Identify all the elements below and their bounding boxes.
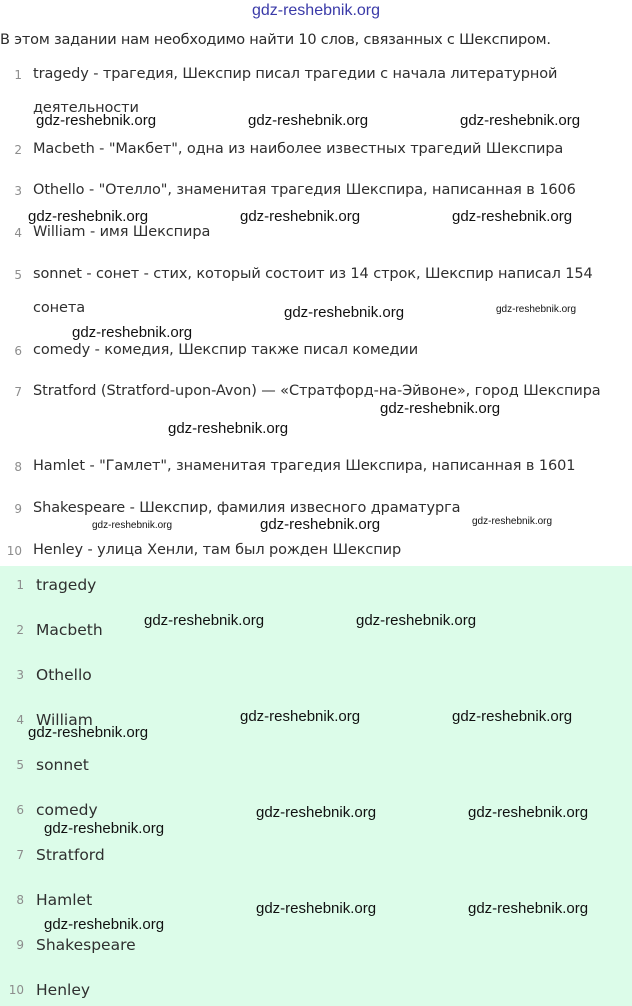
header-watermark: gdz-reshebnik.org [251, 2, 381, 19]
answer-word: sonnet [36, 756, 89, 774]
answer-word: Othello [36, 666, 92, 684]
watermark: gdz-reshebnik.org [284, 304, 405, 321]
answer-word: comedy [36, 801, 98, 819]
answer-word: Shakespeare [36, 936, 136, 954]
watermark: gdz-reshebnik.org [256, 900, 377, 917]
watermark: gdz-reshebnik.org [72, 324, 193, 341]
watermark: gdz-reshebnik.org [36, 112, 157, 129]
answer-number: 8 [16, 893, 24, 907]
watermark: gdz-reshebnik.org [92, 520, 173, 531]
item-number: 6 [14, 344, 22, 358]
item-text: comedy - комедия, Шекспир также писал комедии [33, 342, 419, 358]
item-number: 9 [14, 502, 22, 516]
watermark: gdz-reshebnik.org [496, 304, 577, 315]
item-number: 2 [14, 143, 22, 157]
watermark: gdz-reshebnik.org [472, 516, 553, 527]
answer-number: 6 [16, 803, 24, 817]
watermark: gdz-reshebnik.org [240, 208, 361, 225]
answer-word: William [36, 711, 93, 729]
answer-word: Stratford [36, 846, 105, 864]
item-text: sonnet - сонет - стих, который состоит из 14 строк, Шекспир написал 154 сонета [33, 266, 593, 316]
answer-word: tragedy [36, 576, 97, 594]
watermark: gdz-reshebnik.org [468, 900, 589, 917]
intro-text: В этом задании нам необходимо найти 10 слов, связанных с Шекспиром. [0, 32, 551, 48]
item-number: 4 [14, 226, 22, 240]
watermark: gdz-reshebnik.org [44, 916, 165, 933]
answer-word: Hamlet [36, 891, 93, 909]
item-number: 10 [6, 544, 22, 558]
watermark: gdz-reshebnik.org [28, 724, 149, 741]
item-text: Hamlet - "Гамлет", знаменитая трагедия Шекспира, написанная в 1601 [33, 458, 576, 474]
item-number: 5 [14, 268, 22, 282]
item-text: tragedy - трагедия, Шекспир писал трагедии с начала литературной деятельности [33, 66, 558, 116]
watermark: gdz-reshebnik.org [28, 208, 149, 225]
watermark: gdz-reshebnik.org [248, 112, 369, 129]
answer-word: Henley [36, 981, 91, 999]
item-text: Shakespeare - Шекспир, фамилия извесного драматурга [33, 500, 461, 516]
watermark: gdz-reshebnik.org [452, 708, 573, 725]
watermark: gdz-reshebnik.org [240, 708, 361, 725]
answer-number: 10 [8, 983, 24, 997]
item-text: Henley - улица Хенли, там был рожден Шекспир [33, 542, 402, 558]
answer-number: 9 [16, 938, 24, 952]
answer-number: 5 [16, 758, 24, 772]
item-number: 8 [14, 460, 22, 474]
watermark: gdz-reshebnik.org [144, 612, 265, 629]
item-text: William - имя Шекспира [33, 224, 211, 240]
watermark: gdz-reshebnik.org [468, 804, 589, 821]
watermark: gdz-reshebnik.org [452, 208, 573, 225]
answer-number: 2 [16, 623, 24, 637]
item-number: 7 [14, 385, 22, 399]
watermark: gdz-reshebnik.org [256, 804, 377, 821]
watermark: gdz-reshebnik.org [380, 400, 501, 417]
answer-word: Macbeth [36, 621, 103, 639]
watermark: gdz-reshebnik.org [168, 420, 289, 437]
item-text: Othello - "Отелло", знаменитая трагедия Шекспира, написанная в 1606 [33, 182, 576, 198]
watermark: gdz-reshebnik.org [356, 612, 477, 629]
watermark: gdz-reshebnik.org [260, 516, 381, 533]
answer-block [0, 566, 632, 1006]
watermark: gdz-reshebnik.org [460, 112, 581, 129]
answer-number: 7 [16, 848, 24, 862]
watermark: gdz-reshebnik.org [44, 820, 165, 837]
item-number: 3 [14, 184, 22, 198]
item-text: Stratford (Stratford-upon-Avon) — «Стратфорд-на-Эйвоне», город Шекспира [33, 383, 601, 399]
answer-number: 1 [16, 578, 24, 592]
answer-number: 4 [16, 713, 24, 727]
answer-number: 3 [16, 668, 24, 682]
item-number: 1 [14, 68, 22, 82]
item-text: Macbeth - "Макбет", одна из наиболее известных трагедий Шекспира [33, 141, 564, 157]
